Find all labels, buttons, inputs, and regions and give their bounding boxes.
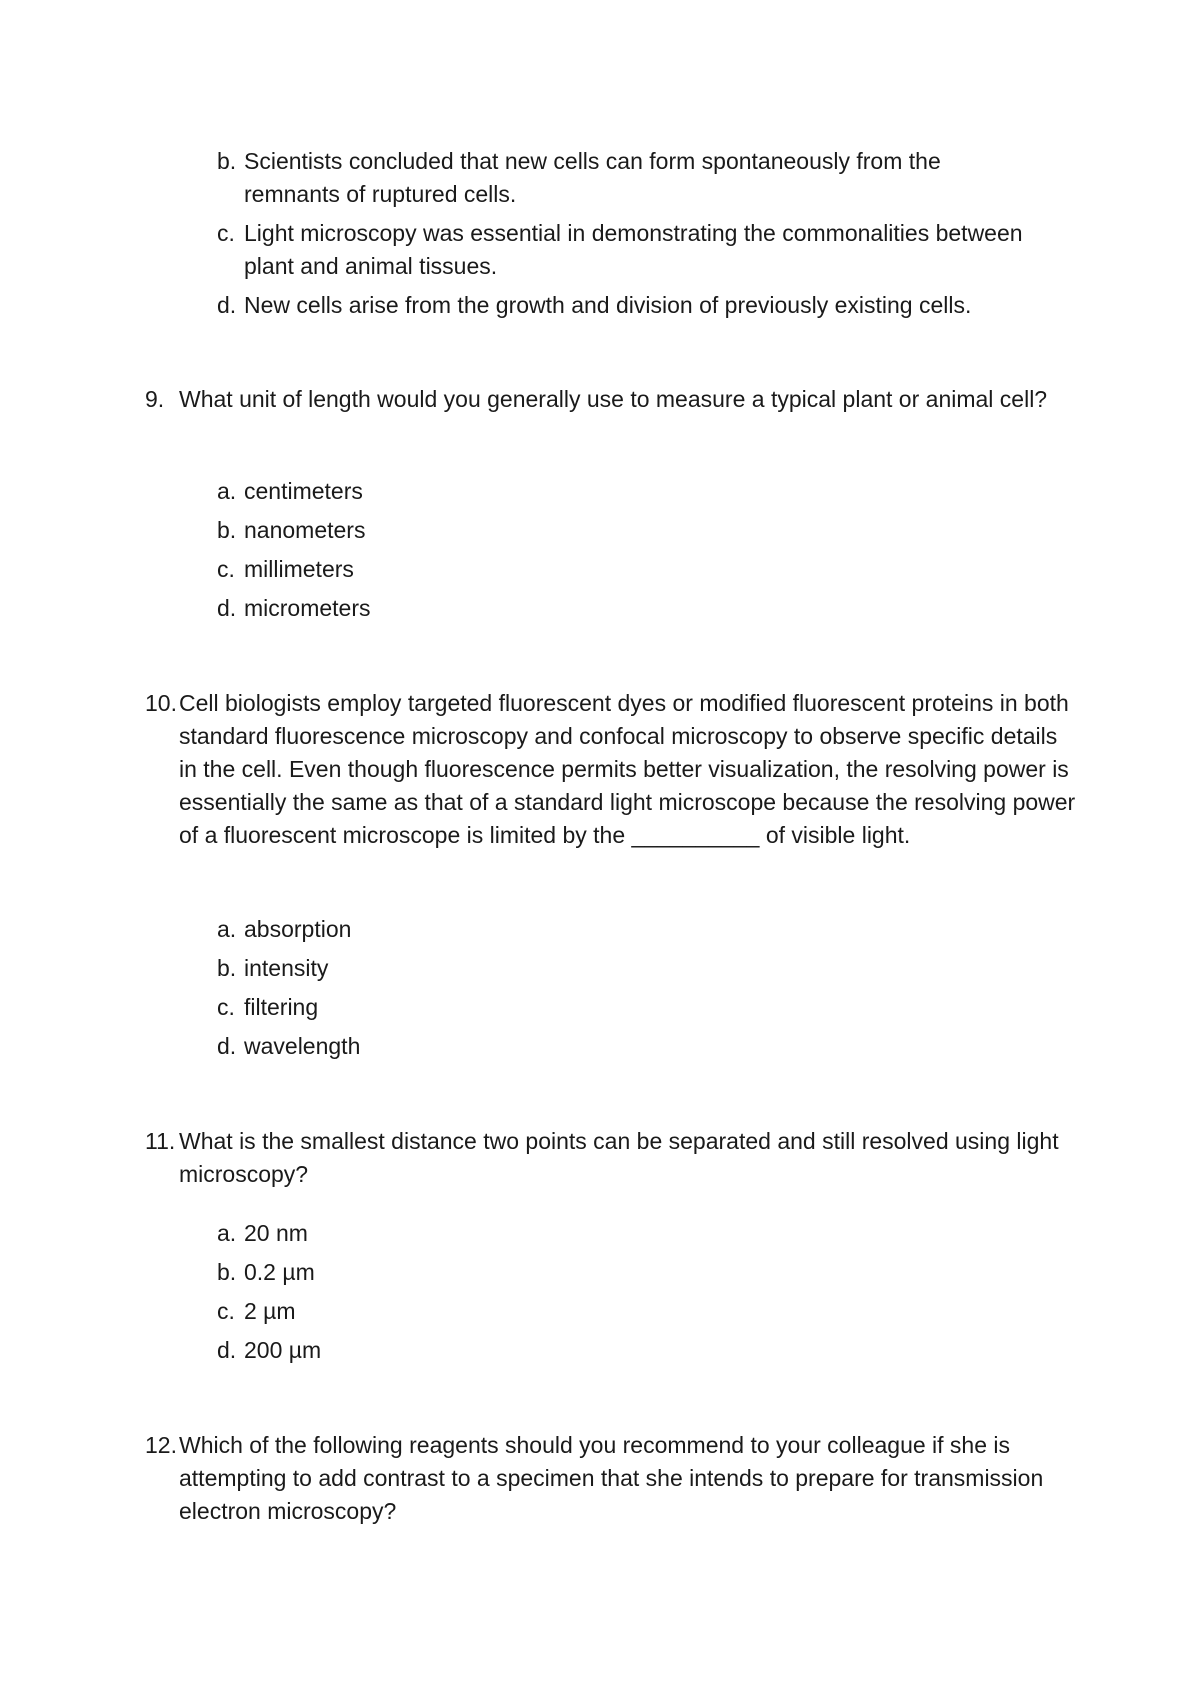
option-text: 200 µm — [244, 1337, 322, 1363]
option-letter: c. — [217, 556, 235, 582]
option-item — [217, 1030, 1024, 1063]
option-item — [217, 1295, 1024, 1328]
option-letter: b. — [217, 955, 237, 981]
question-9-options — [217, 475, 1024, 631]
question-text-block — [145, 383, 1059, 416]
question-12 — [145, 1429, 1089, 1528]
option-letter: d. — [217, 595, 237, 621]
option-letter: b. — [217, 517, 237, 543]
option-letter: d. — [217, 292, 237, 318]
option-item — [217, 1334, 1024, 1367]
option-text: 2 µm — [244, 1298, 296, 1324]
option-letter: a. — [217, 1220, 237, 1246]
option-letter: d. — [217, 1337, 237, 1363]
option-item — [217, 952, 1024, 985]
option-text: Scientists concluded that new cells can form spontaneously from the remnants of ruptured cells. — [244, 148, 941, 207]
option-item — [217, 553, 1024, 586]
question-text: What unit of length would you generally use to measure a typical plant or animal cell? — [179, 386, 1048, 412]
option-item — [217, 514, 1024, 547]
question-text-block — [145, 687, 1079, 852]
question-10-options — [217, 913, 1024, 1069]
question-text: What is the smallest distance two points can be separated and still resolved using light microscopy? — [179, 1128, 1059, 1187]
question-text: Cell biologists employ targeted fluorescent dyes or modified fluorescent proteins in both standard fluorescence microscopy and confocal microscopy to observe specific details in the cell. Even though fluorescence permits better visualization, the resolving power is essentially the same as that of a standard light microscope because the resolving power of a fluorescent microscope is limited by the __________ of visible light. — [179, 690, 1076, 848]
question-9 — [145, 383, 1059, 416]
option-letter: a. — [217, 478, 237, 504]
option-letter: b. — [217, 148, 237, 174]
option-text: 0.2 µm — [244, 1259, 315, 1285]
option-text: 20 nm — [244, 1220, 308, 1246]
option-text: micrometers — [244, 595, 371, 621]
option-letter: a. — [217, 916, 237, 942]
option-item — [217, 217, 1024, 283]
option-item — [217, 1217, 1024, 1250]
option-text: nanometers — [244, 517, 366, 543]
option-text: filtering — [244, 994, 319, 1020]
option-item — [217, 991, 1024, 1024]
option-text: intensity — [244, 955, 329, 981]
option-text: New cells arise from the growth and division of previously existing cells. — [244, 292, 972, 318]
option-letter: b. — [217, 1259, 237, 1285]
question-11 — [145, 1125, 1089, 1191]
option-item — [217, 913, 1024, 946]
option-letter: d. — [217, 1033, 237, 1059]
question-text-block — [145, 1429, 1089, 1528]
question-10 — [145, 687, 1079, 852]
option-item — [217, 1256, 1024, 1289]
question-number: 12. — [145, 1432, 177, 1458]
option-text: centimeters — [244, 478, 363, 504]
option-text: absorption — [244, 916, 352, 942]
option-item — [217, 592, 1024, 625]
question-text: Which of the following reagents should you recommend to your colleague if she is attempting to add contrast to a specimen that she intends to prepare for transmission electron microscopy? — [179, 1432, 1044, 1524]
option-item — [217, 289, 1024, 322]
question-number: 10. — [145, 690, 177, 716]
option-letter: c. — [217, 994, 235, 1020]
option-letter: c. — [217, 1298, 235, 1324]
option-text: wavelength — [244, 1033, 361, 1059]
option-item — [217, 145, 1024, 211]
option-text: Light microscopy was essential in demonstrating the commonalities between plant and animal tissues. — [244, 220, 1023, 279]
question-text-block — [145, 1125, 1089, 1191]
question-number: 11. — [145, 1128, 176, 1154]
question-number: 9. — [145, 386, 165, 412]
option-text: millimeters — [244, 556, 354, 582]
option-item — [217, 475, 1024, 508]
question-11-options — [217, 1217, 1024, 1373]
option-letter: c. — [217, 220, 235, 246]
continued-options — [217, 145, 1024, 328]
